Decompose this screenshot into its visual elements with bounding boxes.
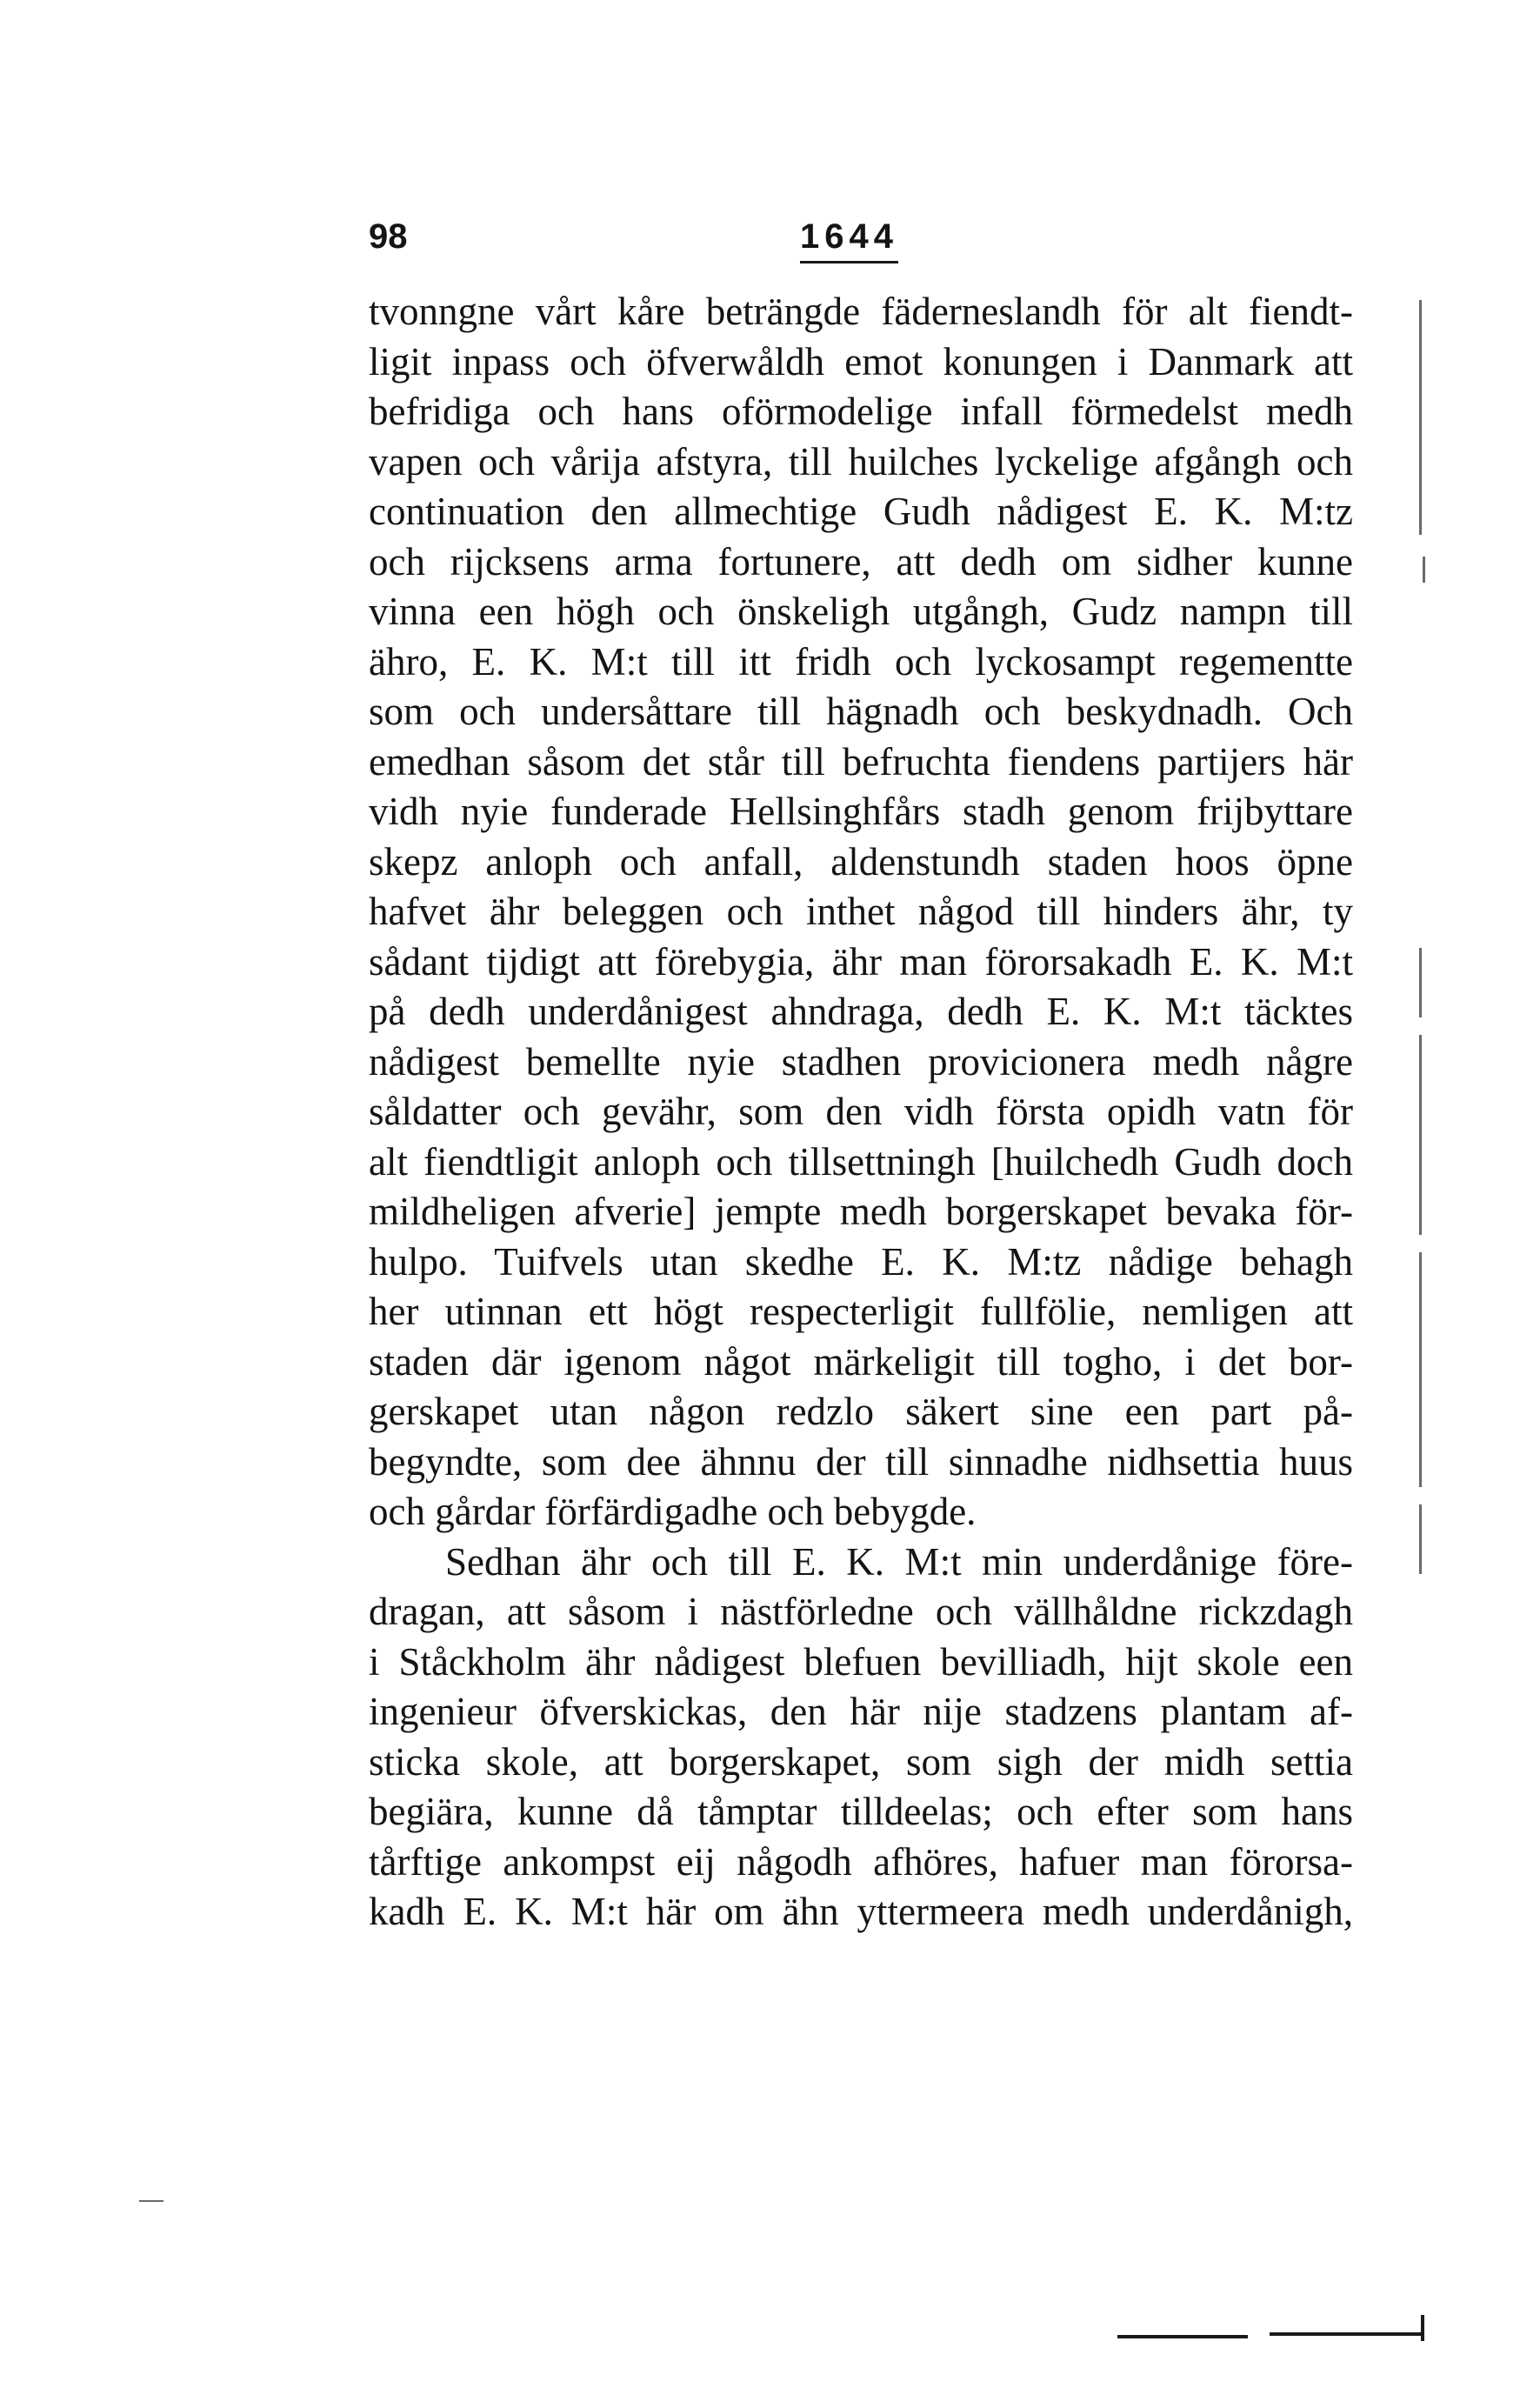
text-line: emedhan såsom det står till befruchta fiendens partijers här — [369, 739, 1353, 784]
margin-rule — [1419, 1035, 1422, 1235]
text-line: ligit inpass och öfverwåldh emot konungen i Danmark att — [369, 339, 1353, 384]
text-line: tvonngne vårt kåre beträngde fäderneslandh för alt fiendt- — [369, 290, 1353, 333]
bottom-rule — [1270, 2332, 1422, 2336]
text-line: i Ståckholm ähr nådigest blefuen bevilliadh, hijt skole een — [369, 1639, 1353, 1684]
text-line: begiära, kunne då tåmptar tilldeelas; och efter som hans — [369, 1790, 1353, 1833]
text-line: hulpo. Tuifvels utan skedhe E. K. M:tz nådige behagh — [369, 1239, 1353, 1284]
text-line: såldatter och gevähr, som den vidh första opidh vatn för — [369, 1090, 1353, 1133]
text-line: och rijcksens arma fortunere, att dedh om sidher kunne — [369, 539, 1353, 584]
text-line: vapen och vårija afstyra, till huilches lyckelige afgångh och — [369, 439, 1353, 484]
text-line: ähro, E. K. M:t till itt fridh och lyckosampt regementte — [369, 639, 1353, 684]
text-line: ingenieur öfverskickas, den här nije stadzens plantam af- — [369, 1690, 1353, 1733]
text-line-paragraph-end: och gårdar förfärdigadhe och bebygde. — [369, 1490, 977, 1533]
text-line: sådant tijdigt att förebygia, ähr man förorsakadh E. K. M:t — [369, 939, 1353, 984]
text-line: vidh nyie funderade Hellsinghfårs stadh genom frijbyttare — [369, 790, 1353, 833]
margin-rule — [1419, 1504, 1422, 1574]
text-line: som och undersåttare till hägnadh och beskydnadh. Och — [369, 690, 1353, 733]
page-number: 98 — [369, 217, 408, 256]
text-line: skepz anloph och anfall, aldenstundh staden hoos öpne — [369, 839, 1353, 884]
text-line: begyndte, som dee ähnnu der till sinnadhe nidhsettia huus — [369, 1439, 1353, 1484]
margin-rule — [1419, 300, 1422, 535]
text-line-paragraph-start: Sedhan ähr och till E. K. M:t min underdånige före- — [445, 1539, 1353, 1584]
stray-mark — [139, 2200, 163, 2202]
margin-rule — [1419, 1252, 1422, 1487]
text-line: hafvet ähr beleggen och inthet någod till hinders ähr, ty — [369, 890, 1353, 933]
text-line: befridiga och hans oförmodelige infall förmedelst medh — [369, 390, 1353, 433]
text-line: dragan, att såsom i nästförledne och vällhåldne rickzdagh — [369, 1590, 1353, 1633]
text-line: på dedh underdånigest ahndraga, dedh E. K. M:t täcktes — [369, 990, 1353, 1033]
text-line: staden där igenom något märkeligit till togho, i det bor- — [369, 1339, 1353, 1384]
text-line: vinna een högh och önskeligh utgångh, Gudz nampn till — [369, 590, 1353, 633]
text-line: nådigest bemellte nyie stadhen provicionera medh någre — [369, 1039, 1353, 1084]
text-line: kadh E. K. M:t här om ähn yttermeera medh underdånigh, — [369, 1890, 1353, 1933]
bottom-rule-end-tick — [1421, 2315, 1424, 2341]
running-header-year: 1644 — [800, 216, 898, 263]
body-text — [369, 287, 1353, 1938]
text-line: alt fiendtligit anloph och tillsettningh [huilchedh Gudh doch — [369, 1139, 1353, 1184]
text-line: her utinnan ett högt respecterligit fullfölie, nemligen att — [369, 1290, 1353, 1333]
text-line: continuation den allmechtige Gudh nådigest E. K. M:tz — [369, 490, 1353, 533]
text-line: gerskapet utan någon redzlo säkert sine een part på- — [369, 1390, 1353, 1433]
text-line: tårftige ankompst eij någodh afhöres, hafuer man förorsa- — [369, 1839, 1353, 1884]
text-line: mildheligen afverie] jempte medh borgerskapet bevaka för- — [369, 1190, 1353, 1233]
bottom-rule — [1117, 2335, 1248, 2338]
margin-rule — [1419, 948, 1422, 1017]
margin-rule — [1423, 557, 1425, 583]
text-line: sticka skole, att borgerskapet, som sigh der midh settia — [369, 1739, 1353, 1784]
